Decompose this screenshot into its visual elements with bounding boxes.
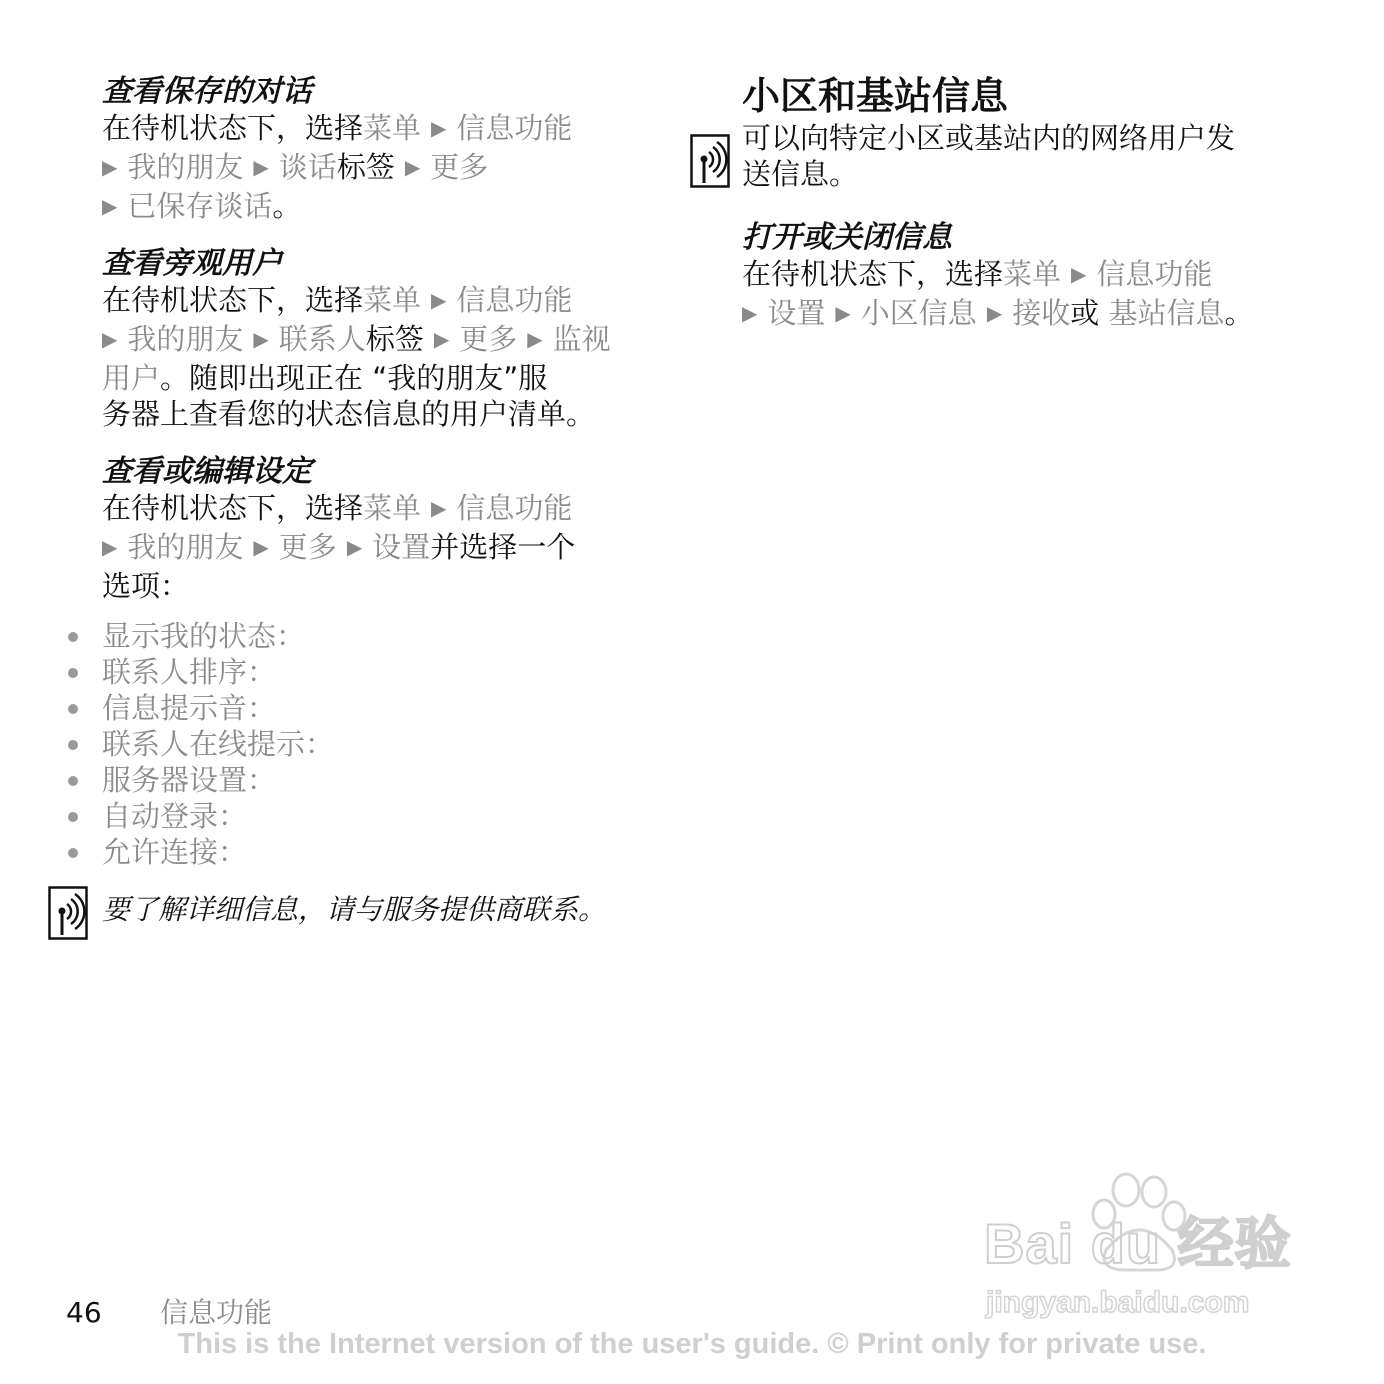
menu-label: 菜单	[1003, 257, 1062, 291]
page-number: 46	[66, 1296, 102, 1329]
list-item: 联系人排序：	[68, 654, 334, 690]
instruction-line: ▶ 我的朋友 ▶ 谈话标签 ▶ 更多	[102, 150, 489, 184]
arrow-right-icon: ▶	[253, 535, 269, 559]
section-cell-info	[742, 74, 1253, 334]
list-item: 自动登录：	[68, 798, 334, 834]
intro-line: 送信息。	[742, 157, 859, 191]
arrow-right-icon: ▶	[253, 155, 269, 179]
messaging-label: 信息功能	[456, 111, 573, 145]
more-label: 更多	[278, 530, 337, 564]
instruction-line: ▶ 已保存谈话。	[102, 189, 302, 223]
saved-conversations-label: 已保存谈话	[127, 189, 273, 223]
menu-label: 菜单	[363, 491, 422, 525]
baidu-watermark-brand: Bai du 经验	[984, 1212, 1292, 1275]
arrow-right-icon: ▶	[431, 496, 447, 520]
heading-edit-settings: 查看或编辑设定	[102, 454, 312, 489]
list-item: 信息提示音：	[68, 690, 334, 726]
instruction-line: 用户。随即出现正在 “我的朋友”服	[102, 361, 548, 395]
receive-label: 接收	[1012, 296, 1071, 330]
bullet-icon	[68, 740, 78, 750]
arrow-right-icon: ▶	[431, 116, 447, 140]
heading-watchers: 查看旁观用户	[102, 246, 282, 281]
messaging-label: 信息功能	[1096, 257, 1213, 291]
instruction-line: 在待机状态下，选择菜单 ▶ 信息功能	[102, 111, 573, 145]
arrow-right-icon: ▶	[527, 327, 543, 351]
intro-line: 可以向特定小区或基站内的网络用户发	[742, 121, 1236, 155]
arrow-right-icon: ▶	[742, 301, 758, 325]
section-edit-settings	[102, 454, 575, 604]
more-label: 更多	[459, 322, 518, 356]
list-item: 允许连接：	[68, 834, 334, 870]
arrow-right-icon: ▶	[404, 155, 421, 179]
bullet-icon	[68, 632, 78, 642]
arrow-right-icon: ▶	[1071, 262, 1087, 286]
contacts-label: 联系人	[278, 322, 366, 356]
bullet-icon	[68, 812, 78, 822]
arrow-right-icon: ▶	[102, 194, 118, 218]
bullet-icon	[68, 776, 78, 786]
conversation-label: 谈话	[278, 150, 337, 184]
section-saved-conversations	[102, 74, 572, 227]
monitor-label: 监视	[552, 322, 611, 356]
bullet-icon	[68, 704, 78, 714]
instruction-line: 选项：	[102, 569, 190, 603]
baidu-watermark-url: jingyan.baidu.com	[986, 1286, 1250, 1319]
heading-toggle-info: 打开或关闭信息	[742, 220, 952, 255]
arrow-right-icon: ▶	[835, 301, 851, 325]
network-service-icon	[690, 134, 730, 188]
heading-cell-info: 小区和基站信息	[742, 74, 1009, 118]
messaging-label: 信息功能	[456, 283, 573, 317]
arrow-right-icon: ▶	[431, 288, 447, 312]
user-label: 用户	[102, 361, 161, 395]
arrow-right-icon: ▶	[102, 327, 118, 351]
list-item: 服务器设置：	[68, 762, 334, 798]
arrow-right-icon: ▶	[102, 535, 118, 559]
settings-label: 设置	[372, 530, 431, 564]
arrow-right-icon: ▶	[102, 155, 118, 179]
arrow-right-icon: ▶	[433, 327, 450, 351]
list-item: 显示我的状态：	[68, 618, 334, 654]
messaging-label: 信息功能	[456, 491, 573, 525]
section-watchers	[102, 246, 611, 432]
bullet-icon	[68, 668, 78, 678]
settings-label: 设置	[767, 296, 826, 330]
arrow-right-icon: ▶	[346, 535, 363, 559]
footer-disclaimer: This is the Internet version of the user's guide. © Print only for private use.	[177, 1328, 1207, 1360]
instruction-line: 务器上查看您的状态信息的用户清单。	[102, 397, 596, 431]
my-friends-label: 我的朋友	[127, 322, 244, 356]
my-friends-label: 我的朋友	[127, 150, 244, 184]
instruction-line: ▶ 我的朋友 ▶ 联系人标签 ▶ 更多 ▶ 监视	[102, 322, 611, 356]
instruction-line: 在待机状态下，选择菜单 ▶ 信息功能	[742, 257, 1213, 291]
my-friends-label: 我的朋友	[127, 530, 244, 564]
menu-label: 菜单	[363, 283, 422, 317]
page-section-title: 信息功能	[160, 1296, 273, 1329]
base-station-info-label: 基站信息	[1108, 296, 1225, 330]
cell-info-label: 小区信息	[860, 296, 977, 330]
instruction-line: 在待机状态下，选择菜单 ▶ 信息功能	[102, 283, 573, 317]
instruction-line: ▶ 我的朋友 ▶ 更多 ▶ 设置并选择一个	[102, 530, 576, 564]
more-label: 更多	[430, 150, 489, 184]
note-contact-provider: 要了解详细信息，请与服务提供商联系。	[102, 893, 607, 926]
heading-saved-conversations: 查看保存的对话	[102, 74, 312, 109]
bullet-icon	[68, 848, 78, 858]
instruction-line: ▶ 设置 ▶ 小区信息 ▶ 接收或 基站信息。	[742, 296, 1254, 330]
instruction-line: 在待机状态下，选择菜单 ▶ 信息功能	[102, 491, 573, 525]
options-list	[68, 618, 334, 870]
list-item: 联系人在线提示：	[68, 726, 334, 762]
network-service-icon	[48, 886, 88, 940]
arrow-right-icon: ▶	[253, 327, 269, 351]
menu-label: 菜单	[363, 111, 422, 145]
arrow-right-icon: ▶	[986, 301, 1003, 325]
